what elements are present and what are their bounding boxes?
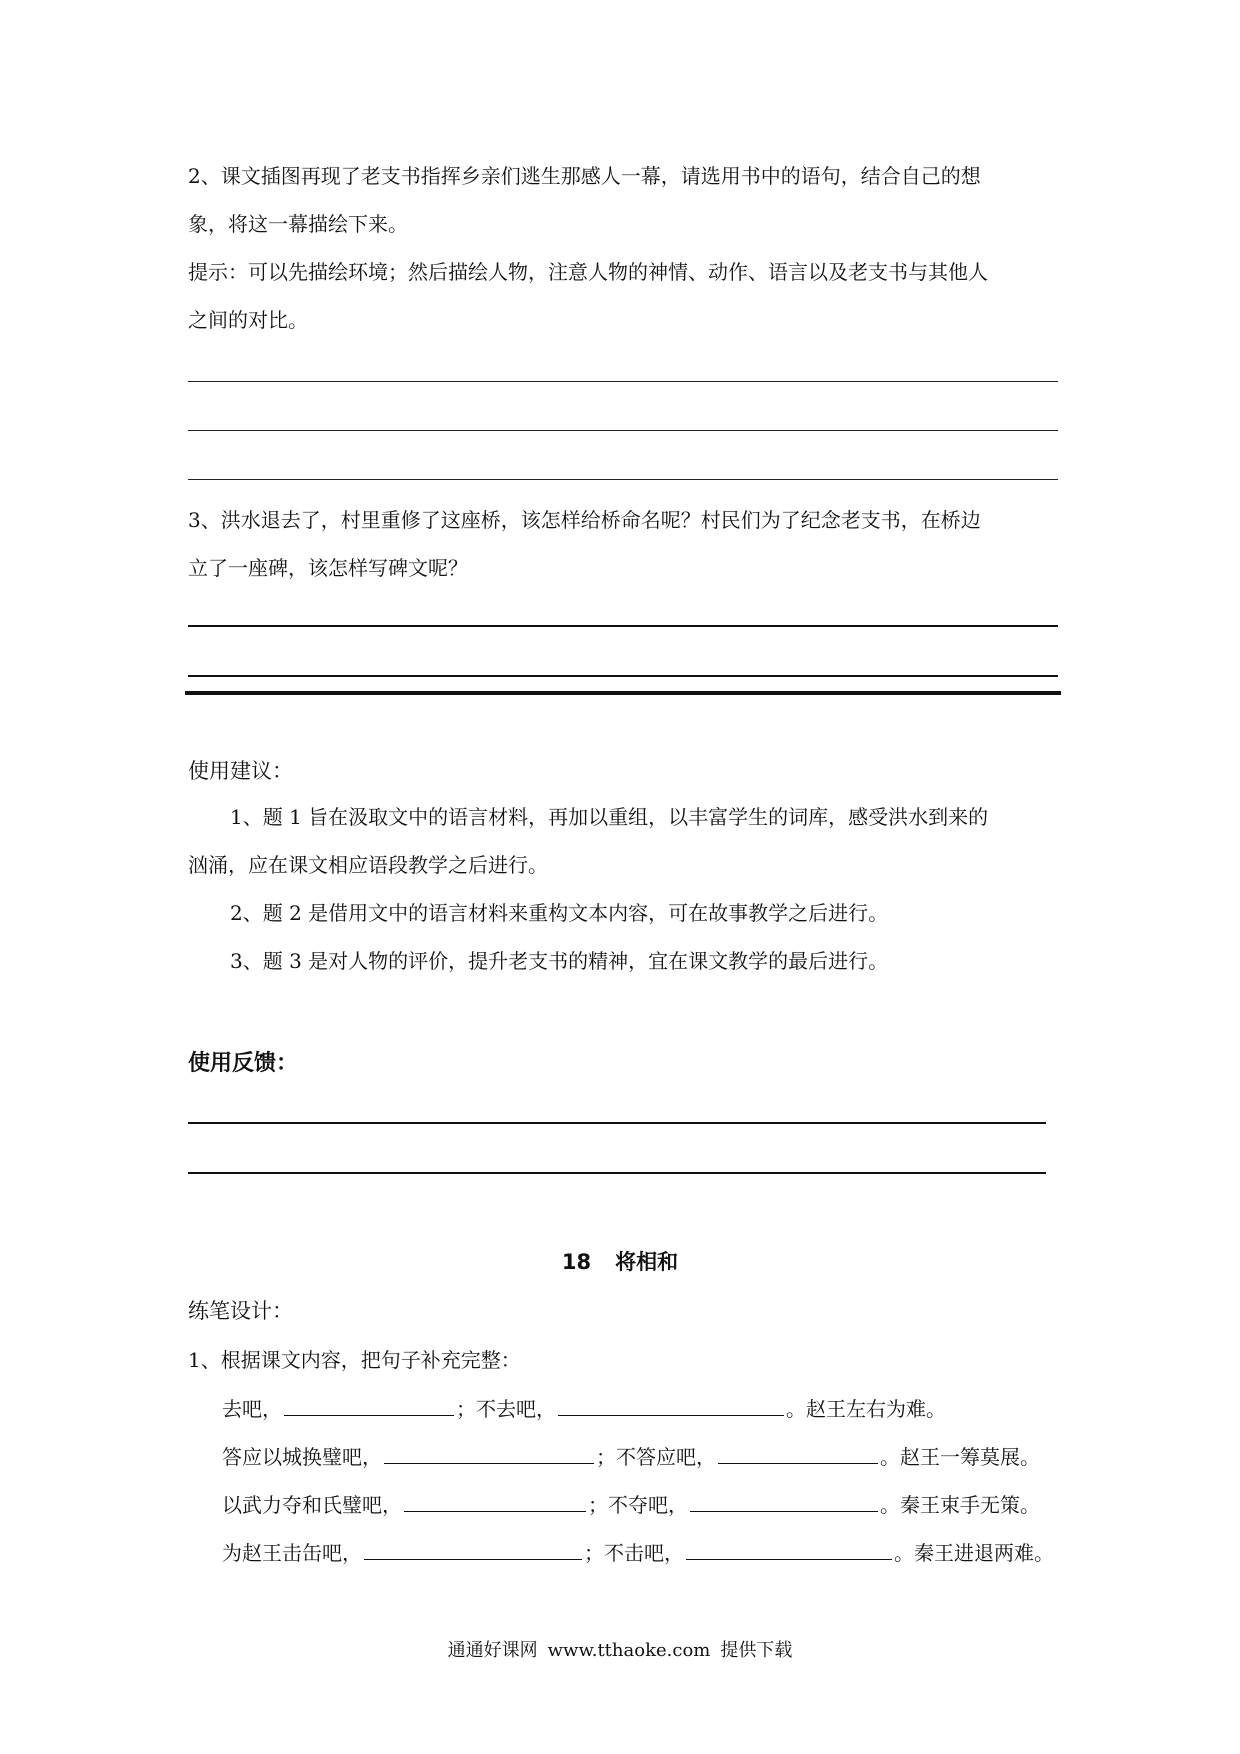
answer-line xyxy=(188,430,1058,431)
fill-in-row xyxy=(222,1441,1040,1472)
lesson-name: 将相和 xyxy=(615,1250,679,1274)
answer-line xyxy=(188,625,1058,627)
row-text-c: 。秦王束手无策。 xyxy=(880,1493,1040,1517)
feedback-line xyxy=(188,1172,1046,1174)
suggestion-item-2: 2、题 2 是借用文中的语言材料来重构文本内容，可在故事教学之后进行。 xyxy=(230,901,889,925)
lesson-question-1: 1、根据课文内容，把句子补充完整： xyxy=(188,1348,521,1372)
answer-line xyxy=(188,381,1058,382)
question-2-line-2: 象，将这一幕描绘下来。 xyxy=(188,212,408,236)
section-divider xyxy=(185,691,1061,695)
row-text-a: 答应以城换璧吧， xyxy=(222,1445,382,1469)
blank-field[interactable] xyxy=(718,1441,878,1464)
fill-in-row xyxy=(222,1537,1054,1568)
lesson-title xyxy=(0,1244,1240,1280)
row-text-c: 。秦王进退两难。 xyxy=(894,1541,1054,1565)
footer-url[interactable]: www.tthaoke.com xyxy=(547,1640,711,1661)
suggestion-item-3: 3、题 3 是对人物的评价，提升老支书的精神，宜在课文教学的最后进行。 xyxy=(230,949,889,973)
answer-line xyxy=(188,675,1058,677)
question-3-line-1: 3、洪水退去了，村里重修了这座桥，该怎样给桥命名呢？村民们为了纪念老支书，在桥边 xyxy=(188,508,981,532)
row-text-b: ；不答应吧， xyxy=(596,1445,716,1469)
suggestion-item-1-line-1: 1、题 1 旨在汲取文中的语言材料，再加以重组，以丰富学生的词库，感受洪水到来的 xyxy=(230,805,989,829)
suggestions-heading: 使用建议： xyxy=(188,759,293,783)
question-2-line-1: 2、课文插图再现了老支书指挥乡亲们逃生那感人一幕，请选用书中的语句，结合自己的想 xyxy=(188,164,981,188)
blank-field[interactable] xyxy=(364,1537,582,1560)
row-text-b: ；不夺吧， xyxy=(588,1493,688,1517)
row-text-b: ；不击吧， xyxy=(584,1541,684,1565)
question-2 xyxy=(188,152,1058,344)
section-heading: 练笔设计： xyxy=(188,1299,293,1323)
blank-field[interactable] xyxy=(284,1393,454,1416)
blank-field[interactable] xyxy=(558,1393,784,1416)
blank-field[interactable] xyxy=(686,1537,892,1560)
feedback-line xyxy=(188,1122,1046,1124)
suggestions-list xyxy=(188,793,1058,985)
row-text-c: 。赵王左右为难。 xyxy=(786,1397,946,1421)
question-3-line-2: 立了一座碑，该怎样写碑文呢？ xyxy=(188,556,468,580)
question-2-hint-line-1: 提示：可以先描绘环境；然后描绘人物，注意人物的神情、动作、语言以及老支书与其他人 xyxy=(188,260,988,284)
answer-line xyxy=(188,479,1058,480)
feedback-heading: 使用反馈： xyxy=(188,1051,299,1076)
footer-site-name: 通通好课网 xyxy=(447,1640,538,1661)
page-footer xyxy=(0,1636,1240,1662)
blank-field[interactable] xyxy=(404,1489,586,1512)
fill-in-row xyxy=(222,1489,1040,1520)
lesson-number: 18 xyxy=(561,1250,592,1274)
row-text-c: 。赵王一筹莫展。 xyxy=(880,1445,1040,1469)
question-3 xyxy=(188,496,1058,592)
blank-field[interactable] xyxy=(690,1489,878,1512)
row-text-b: ；不去吧， xyxy=(456,1397,556,1421)
suggestion-item-1-line-2: 汹涌，应在课文相应语段教学之后进行。 xyxy=(188,853,548,877)
blank-field[interactable] xyxy=(384,1441,594,1464)
footer-suffix: 提供下载 xyxy=(720,1640,793,1661)
row-text-a: 为赵王击缶吧， xyxy=(222,1541,362,1565)
row-text-a: 去吧， xyxy=(222,1397,282,1421)
question-2-hint-line-2: 之间的对比。 xyxy=(188,308,308,332)
row-text-a: 以武力夺和氏璧吧， xyxy=(222,1493,402,1517)
fill-in-row xyxy=(222,1393,946,1424)
